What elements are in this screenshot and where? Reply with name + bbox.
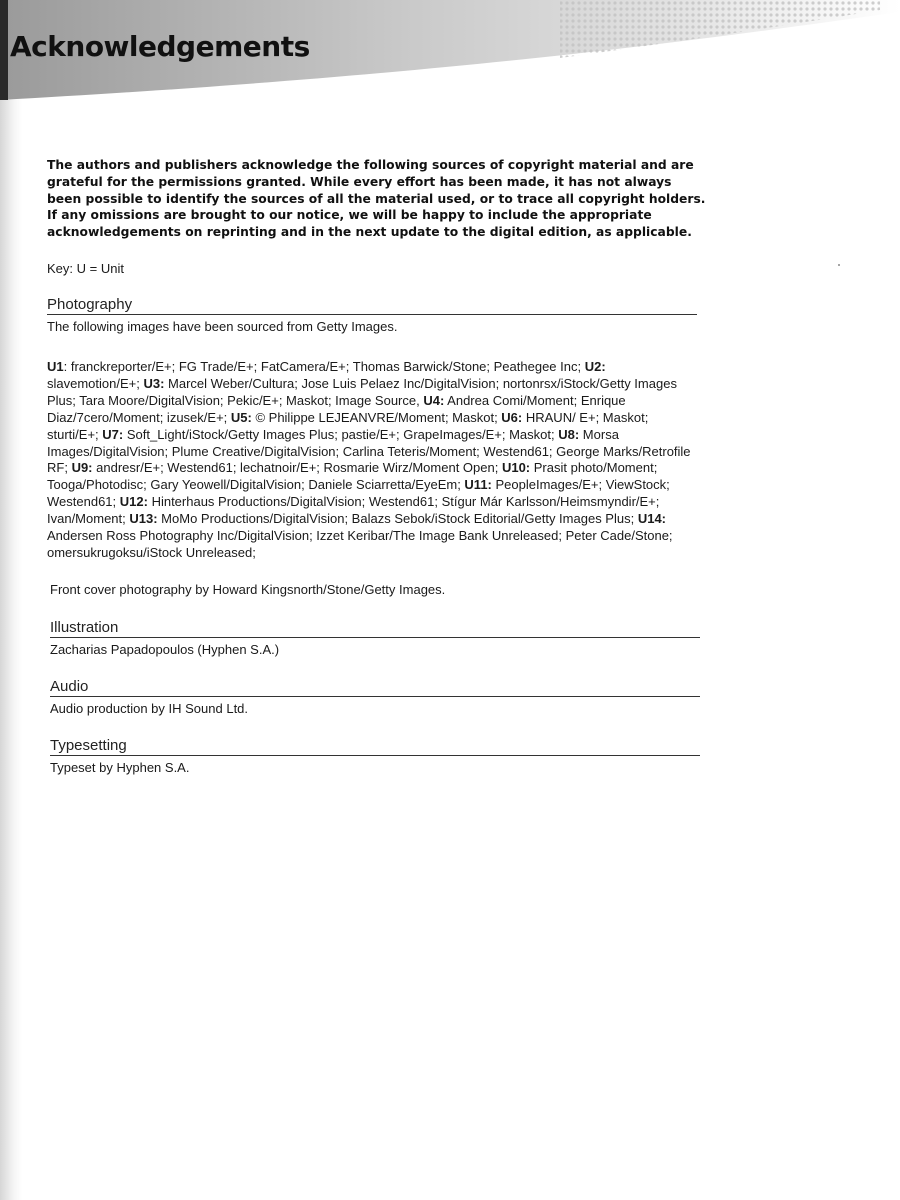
unit-label: U13:: [129, 511, 158, 527]
intro-paragraph: The authors and publishers acknowledge the following sources of copyright material and are grateful for the permissions granted. While every effort has been made, it has not always been possible to identify the sources of all the material used, or to trace all copyright holders. If any omissions are brought to our notice, we will be happy to include the appropriate acknowledgements on reprinting and in the next update to the digital edition, as applicable.: [47, 158, 706, 240]
unit-credits: : franckreporter/E+; FG Trade/E+; FatCamera/E+; Thomas Barwick/Stone; Peathegee Inc;: [63, 358, 585, 374]
unit-label: U10:: [501, 460, 531, 476]
key-text: Key: U = Unit: [47, 260, 124, 276]
section-text-audio: Audio production by IH Sound Ltd.: [50, 700, 249, 716]
section-text-illustration: Zacharias Papadopoulos (Hyphen S.A.): [50, 641, 280, 657]
photo-credits: [47, 359, 702, 562]
page-title: Acknowledgements: [10, 30, 310, 63]
unit-credits: Marcel Weber/Cultura; Jose Luis Pelaez Inc/DigitalVision; nortonrsx/iStock/Getty Images Plus; Tara Moore/DigitalVision; Pekic/E+; Maskot; Image Source,: [47, 375, 677, 408]
unit-label: U5:: [230, 409, 252, 425]
section-heading-illustration: Illustration: [50, 619, 700, 638]
unit-label: U9:: [71, 460, 93, 476]
unit-label: U2:: [584, 358, 606, 374]
unit-label: U8:: [558, 426, 580, 442]
unit-label: U3:: [143, 375, 165, 391]
section-text-typesetting: Typeset by Hyphen S.A.: [50, 759, 190, 775]
unit-credits: PeopleImages/E+; ViewStock; Westend61;: [47, 477, 670, 510]
unit-credits: Hinterhaus Productions/DigitalVision; Westend61; Stígur Már Karlsson/Heimsmyndir/E+; Ivan/Moment;: [47, 494, 660, 527]
unit-credits: andresr/E+; Westend61; lechatnoir/E+; Rosmarie Wirz/Moment Open;: [92, 460, 502, 476]
content: [47, 157, 707, 796]
page-edge-shadow: [0, 0, 22, 1200]
section-heading-audio: Audio: [50, 678, 700, 697]
unit-label: U12:: [119, 494, 148, 510]
unit-label: U6:: [501, 409, 523, 425]
unit-credits: slavemotion/E+;: [47, 375, 144, 391]
unit-label: U14:: [637, 511, 667, 527]
unit-label: U1: [47, 358, 64, 374]
unit-credits: © Philippe LEJEANVRE/Moment; Maskot;: [251, 409, 502, 425]
section-heading-typesetting: Typesetting: [50, 737, 700, 756]
unit-label: U11:: [464, 477, 492, 493]
section-audio: [50, 678, 707, 717]
unit-credits: Soft_Light/iStock/Getty Images Plus; pastie/E+; GrapeImages/E+; Maskot;: [123, 426, 559, 442]
photography-source-text: The following images have been sourced from Getty Images.: [47, 318, 398, 334]
unit-credits: Andersen Ross Photography Inc/DigitalVision; Izzet Keribar/The Image Bank Unreleased; Peter Cade/Stone; omersukrugoksu/iStock Unreleased;: [47, 528, 673, 560]
unit-label: U7:: [102, 426, 124, 442]
section-illustration: [50, 619, 707, 658]
unit-credits: HRAUN/ E+; Maskot; sturti/E+;: [47, 409, 649, 442]
photography-section: [47, 296, 707, 597]
unit-label: U4:: [423, 392, 445, 408]
unit-credits: Prasit photo/Moment; Tooga/Photodisc; Gary Yeowell/DigitalVision; Daniele Sciarretta/EyeEm;: [47, 460, 658, 493]
unit-credits: Morsa Images/DigitalVision; Plume Creative/DigitalVision; Carlina Teteris/Moment; Westend61; George Marks/Retrofile RF;: [47, 426, 691, 476]
section-typesetting: [50, 737, 707, 776]
section-heading-photography: Photography: [47, 296, 697, 315]
speck: [838, 264, 840, 266]
unit-credits: Andrea Comi/Moment; Enrique Diaz/7cero/Moment; izusek/E+;: [47, 392, 626, 425]
unit-credits: MoMo Productions/DigitalVision; Balazs Sebok/iStock Editorial/Getty Images Plus;: [157, 511, 638, 527]
cover-credit: Front cover photography by Howard Kingsnorth/Stone/Getty Images.: [50, 581, 446, 597]
